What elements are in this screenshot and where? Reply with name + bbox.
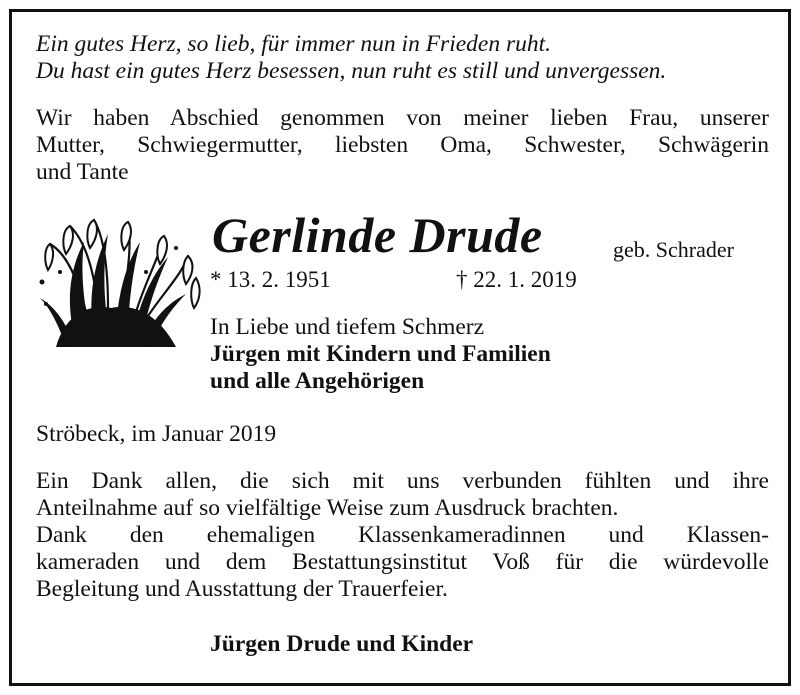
mourners-line-1: Jürgen mit Kindern und Familien bbox=[210, 341, 551, 367]
intro-line-1: Wir haben Abschied genommen von meiner lieben Frau, unserer bbox=[36, 105, 769, 131]
thanks-line-3: Dank den ehemaligen Klassenkameradinnen und Klassen- bbox=[36, 522, 769, 548]
signature: Jürgen Drude und Kinder bbox=[210, 631, 474, 657]
obituary-notice bbox=[9, 9, 791, 686]
deceased-name: Gerlinde Drude bbox=[212, 207, 543, 263]
mourners-intro: In Liebe und tiefem Schmerz bbox=[210, 314, 485, 340]
snowdrop-flowers-illustration bbox=[36, 212, 202, 347]
thanks-line-1: Ein Dank allen, die sich mit uns verbunden fühlten und ihre bbox=[36, 468, 769, 494]
mourners-line-2: und alle Angehörigen bbox=[210, 368, 425, 394]
thanks-line-5: Begleitung und Ausstattung der Trauerfeier. bbox=[36, 576, 448, 602]
thanks-line-2: Anteilnahme auf so vielfältige Weise zum Ausdruck brachten. bbox=[36, 495, 619, 521]
birth-date: * 13. 2. 1951 bbox=[210, 267, 331, 292]
thanks-line-4: kameraden und dem Bestattungsinstitut Voß für die würdevolle bbox=[36, 549, 769, 575]
verse-line-1: Ein gutes Herz, so lieb, für immer nun in Frieden ruht. bbox=[36, 31, 552, 57]
intro-line-2: Mutter, Schwiegermutter, liebsten Oma, Schwester, Schwägerin bbox=[36, 132, 769, 158]
intro-line-3: und Tante bbox=[36, 159, 129, 185]
maiden-name: geb. Schrader bbox=[613, 237, 734, 262]
death-date: † 22. 1. 2019 bbox=[456, 267, 577, 292]
verse-line-2: Du hast ein gutes Herz besessen, nun ruht es still und unvergessen. bbox=[36, 58, 667, 84]
place-date: Ströbeck, im Januar 2019 bbox=[36, 421, 277, 447]
